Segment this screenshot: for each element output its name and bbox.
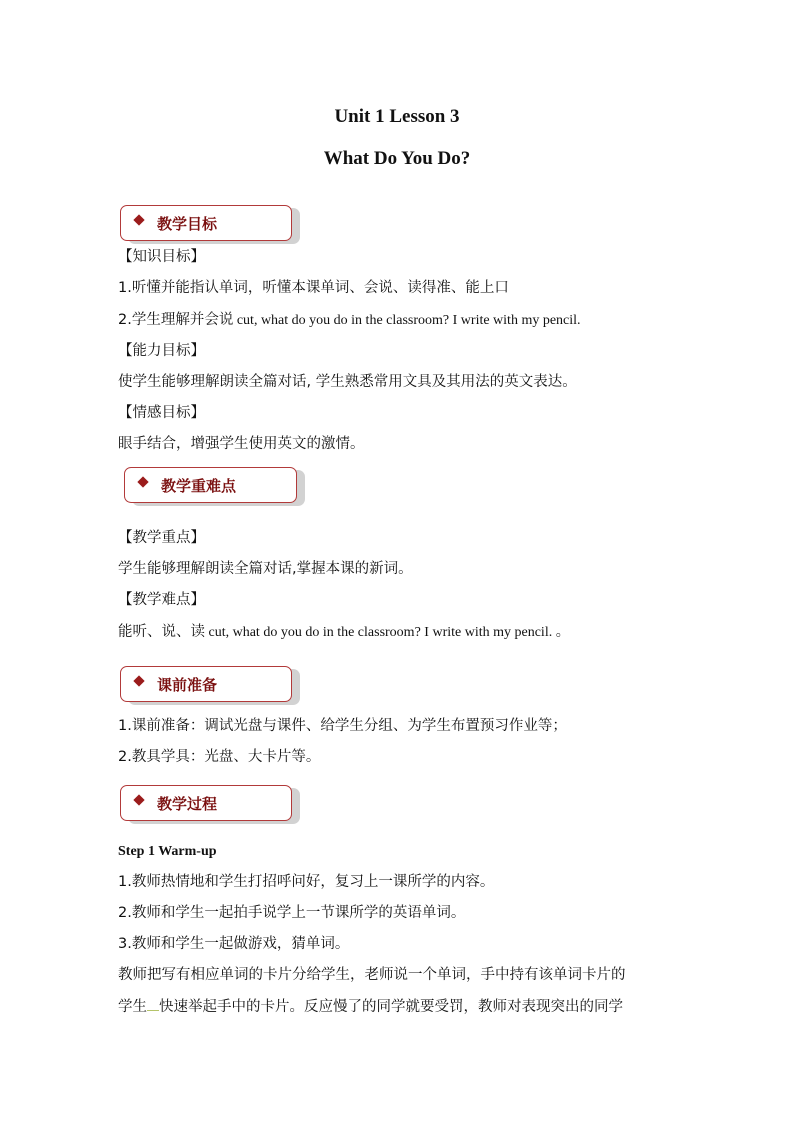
focus-line-1: 学生能够理解朗读全篇对话,掌握本课的新词。 xyxy=(118,561,413,577)
emotion-heading: 【情感目标】 xyxy=(118,405,205,421)
section-label: 教学重难点 xyxy=(161,477,237,495)
step-1-heading: Step 1 Warm-up xyxy=(118,844,217,859)
diamond-bullet-icon xyxy=(133,675,144,686)
preparation-line-2: 2.教具学具：光盘、大卡片等。 xyxy=(118,749,321,765)
process-line-5b: 快速举起手中的卡片。反应慢了的同学就要受罚，教师对表现突出的同学 xyxy=(159,999,623,1015)
ability-heading: 【能力目标】 xyxy=(118,343,205,359)
diamond-bullet-icon xyxy=(133,794,144,805)
section-label: 课前准备 xyxy=(157,676,218,694)
lesson-title: Unit 1 Lesson 3 xyxy=(334,106,460,127)
difficulty-heading: 【教学难点】 xyxy=(118,592,205,608)
section-header-key-points xyxy=(124,467,297,503)
process-line-5 xyxy=(118,996,623,1017)
process-line-2: 2.教师和学生一起拍手说学上一节课所学的英语单词。 xyxy=(118,905,466,921)
process-line-4: 教师把写有相应单词的卡片分给学生，老师说一个单词，手中持有该单词卡片的 xyxy=(118,967,626,983)
process-line-5a: 学生 xyxy=(118,999,147,1015)
diamond-bullet-icon xyxy=(133,214,144,225)
section-header-objectives xyxy=(120,205,292,241)
lesson-subtitle: What Do You Do? xyxy=(323,148,471,169)
difficulty-line-cn: 能听、说、读 xyxy=(118,624,205,640)
focus-heading: 【教学重点】 xyxy=(118,530,205,546)
section-header-preparation xyxy=(120,666,292,702)
knowledge-line-1: 1.听懂并能指认单词，听懂本课单词、会说、读得准、能上口 xyxy=(118,280,509,296)
process-line-3: 3.教师和学生一起做游戏，猜单词。 xyxy=(118,936,350,952)
process-line-1: 1.教师热情地和学生打招呼问好，复习上一课所学的内容。 xyxy=(118,874,495,890)
knowledge-line-2 xyxy=(118,310,581,331)
difficulty-line xyxy=(118,622,570,643)
difficulty-line-en: cut, what do you do in the classroom? I write with my pencil. 。 xyxy=(205,625,570,640)
preparation-line-1: 1.课前准备：调试光盘与课件、给学生分组、为学生布置预习作业等； xyxy=(118,718,567,734)
knowledge-heading: 【知识目标】 xyxy=(118,249,205,265)
section-label: 教学过程 xyxy=(157,795,218,813)
ability-line-1: 使学生能够理解朗读全篇对话, 学生熟悉常用文具及其用法的英文表达。 xyxy=(118,374,577,390)
section-label: 教学目标 xyxy=(157,215,218,233)
emotion-line-1: 眼手结合，增强学生使用英文的激情。 xyxy=(118,436,365,452)
knowledge-line-2-en: cut, what do you do in the classroom? I write with my pencil. xyxy=(233,313,581,328)
section-header-process xyxy=(120,785,292,821)
underline-mark xyxy=(147,996,159,1011)
diamond-bullet-icon xyxy=(137,476,148,487)
knowledge-line-2-cn: 2.学生理解并会说 xyxy=(118,312,234,328)
